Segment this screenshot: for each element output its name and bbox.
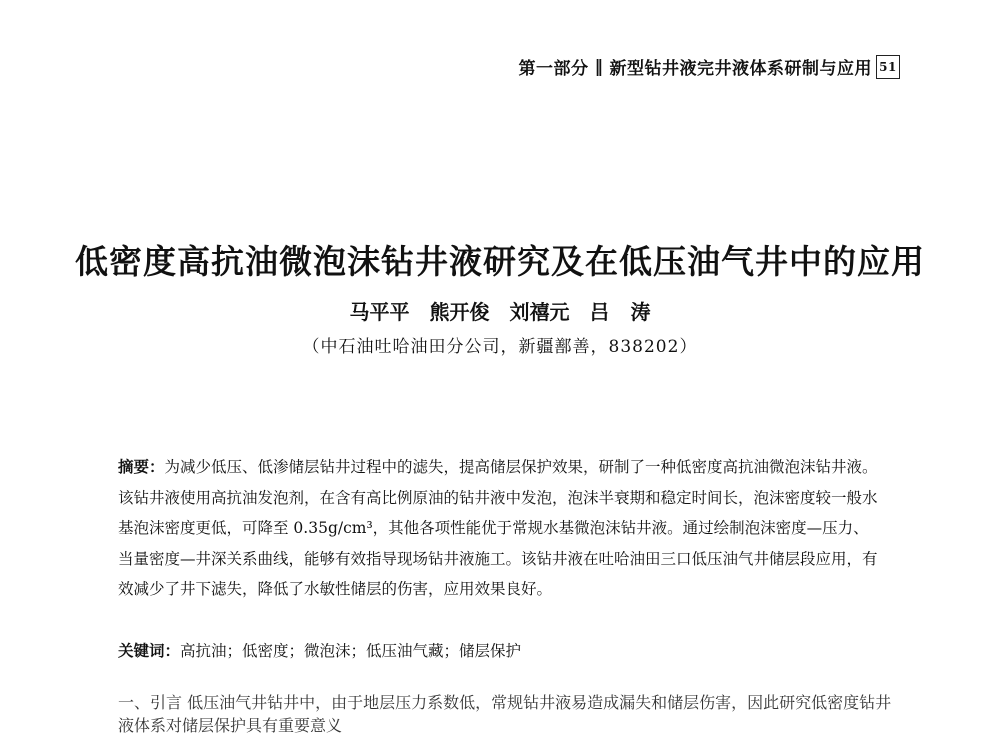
keywords-text: 高抗油；低密度；微泡沫；低压油气藏；储层保护 xyxy=(180,642,522,660)
header-separator: ‖ xyxy=(594,56,604,77)
paper-title: 低密度高抗油微泡沫钻井液研究及在低压油气井中的应用 xyxy=(75,242,925,281)
abstract-text: 为减少低压、低渗储层钻井过程中的滤失，提高储层保护效果，研制了一种低密度高抗油微泡沫钻井液。该钻井液使用高抗油发泡剂，在含有高比例原油的钻井液中发泡，泡沫半衰期和稳定时间长，泡沫密度较一般水基泡沫密度更低，可降至 0.35g/cm³，其他各项性能优于常规水基微泡沫钻井液。通过绘制泡沫密度—压力、当量密度—井深关系曲线，能够有效指导现场钻井液施工。该钻井液在吐哈油田三口低压油气井储层段应用，有效减少了井下滤失，降低了水敏性储层的伤害，应用效果良好。 xyxy=(118,458,878,598)
keywords-block xyxy=(118,636,880,666)
header-subtitle: 新型钻井液完井液体系研制与应用 xyxy=(609,59,872,79)
abstract-block xyxy=(118,452,880,605)
running-header xyxy=(519,54,901,79)
author-list: 马平平 熊开俊 刘禧元 吕 涛 xyxy=(349,300,651,324)
header-section: 第一部分 xyxy=(518,59,589,79)
affiliation: （中石油吐哈油田分公司，新疆鄯善，838202） xyxy=(302,337,698,357)
page-number-mark: 51 xyxy=(876,55,900,79)
keywords-label: 关键词： xyxy=(118,641,181,660)
abstract-label: 摘要： xyxy=(118,457,165,476)
cut-off-body-line: 一、引言 低压油气井钻井中，由于地层压力系数低，常规钻井液易造成漏失和储层伤害，因此研究低密度钻井液体系对储层保护具有重要意义 xyxy=(118,693,892,735)
